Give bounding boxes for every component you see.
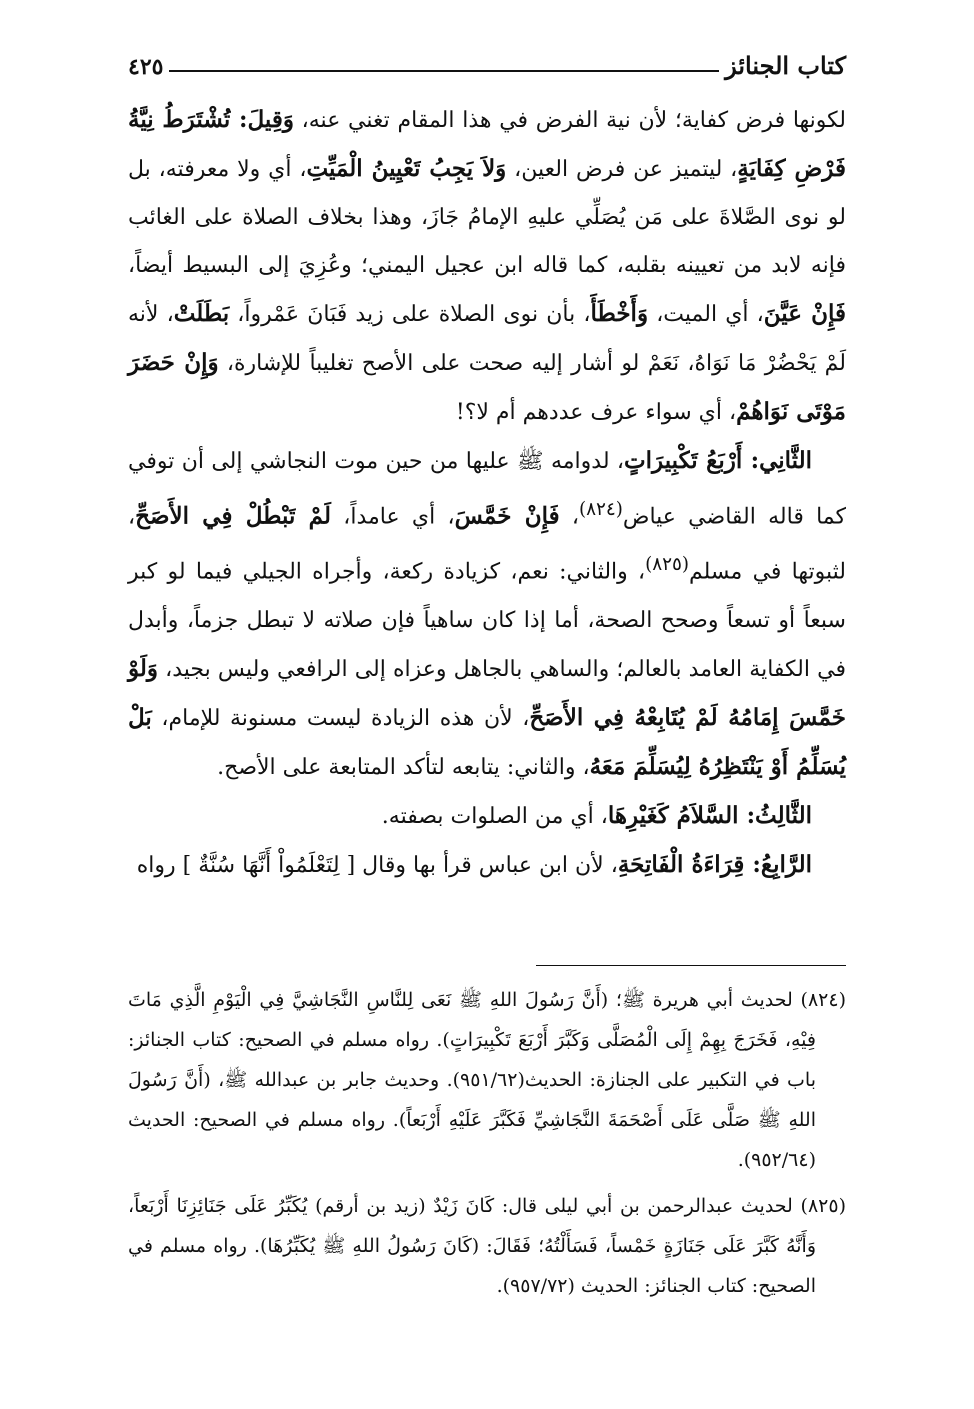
header-rule xyxy=(169,70,719,72)
footnote-number: (٨٢٥) xyxy=(800,1195,846,1217)
text-run: ، لأن ابن عباس قرأ بها وقال [ لِتَعْلَمُواْ أَنَّهَا سُنَّةٌ ] رواه xyxy=(136,852,618,878)
text-run: ، أي عامداً، xyxy=(330,504,455,530)
footnote-number: (٨٢٤) xyxy=(800,989,846,1011)
footnote xyxy=(128,980,846,1180)
text-run: ، بأن نوى الصلاة على زيد فَبَانَ عَمْرواً، xyxy=(229,302,591,327)
text-run: ، أي سواء عرف عددهم أم لا؟! xyxy=(455,400,737,425)
page-number: ٤٢٥ xyxy=(128,54,164,80)
bold-text-run: بَطَلَتْ xyxy=(173,300,230,327)
bold-text-run: وَلاَ يَجِبُ تَعْيِينُ الْمَيِّتِ xyxy=(306,155,507,182)
bold-text-run: لَمْ تَبْطُلْ فِي الأَصَحِّ xyxy=(135,502,331,530)
paragraph xyxy=(128,437,846,792)
text-run: ، أي من الصلوات بصفته. xyxy=(381,803,608,829)
text-run: ، أي ولا معرفته، بل لو نوى الصَّلاةَ على مَن يُصَلِّي عليهِ الإمامُ جَازَ، وهذا بخلاف الصلاة على الغائب فإنه لابد من تعيينه بقلبه، كما قاله ابن عجيل اليمني؛ وعُزِيَ إلى البسيط أيضاً، xyxy=(128,157,846,278)
footnote-text: لحديث أبي هريرة ﷺ؛ (أَنَّ رَسُولَ اللهِ ﷺ نَعَى لِلنَّاسِ النَّجَاشِيَّ فِي الْيَوْمِ الَّذِي مَاتَ فِيْهِ، فَخَرَجَ بِهِمْ إِلَى الْمُصَلَّى وَكَبَّرَ أَرْبَعَ تَكْبِيرَاتٍ). رواه مسلم في الصحيح: كتاب الجنائز: باب في التكبير على الجنازة: الحديث(٩٥١/٦٢). وحديث جابر بن عبدالله ﷺ، (أَنَّ رَسُولَ اللهِ ﷺ صَلَّى عَلَى أَصْحَمَةَ النَّجَاشِيِّ فَكَبَّرَ عَلَيْهِ أَرْبَعاً). رواه مسلم في الصحيح: الحديث (٩٥٢/٦٤). xyxy=(128,989,816,1171)
bold-text-run: الثَّانِي: أَرْبَعُ تَكْبِيرَاتٍ xyxy=(623,447,812,474)
footnote-divider xyxy=(536,965,846,966)
bold-text-run: وَقِيلَ: تُشْتَرَطُ نِيَّةُ فَرْضِ كِفَايَةٍ xyxy=(128,106,846,182)
bold-text-run: بَلْ يُسَلِّمُ أَوْ يَنْتَظِرُهُ لِيُسَلِّمَ مَعَهُ xyxy=(128,703,846,780)
footnotes xyxy=(128,980,846,1312)
text-run: ، لدوامه ﷺ عليها من حين موت النجاشي إلى أن توفي كما قاله القاضي عياض xyxy=(128,449,846,530)
footnote xyxy=(128,1186,846,1306)
bold-text-run: وَإِنْ حَضَرَ مَوْتَى نَوَاهُمْ xyxy=(128,349,846,425)
text-run: ، ليتميز عن فرض العين، xyxy=(506,157,738,182)
footnote-ref: (٨٢٤) xyxy=(578,499,623,520)
text-run: ، والثاني: نعم، كزيادة ركعة، وأجراه الجيلي فيما لو كبر سبعاً أو تسعاً وصحح الصحة، أما إذا كان ساهياً فإن صلاته لا تبطل جزماً، وأبدل في الكفاية العامد بالعالم؛ والساهي بالجاهل وعزاه إلى الرافعي وليس بجيد، xyxy=(128,559,846,682)
text-run: ، لثبوتها في مسلم xyxy=(128,504,846,585)
paragraph xyxy=(128,96,846,437)
footnote-ref: (٨٢٥) xyxy=(645,554,689,576)
text-run: ، لأن هذه الزيادة ليست مسنونة للإمام، xyxy=(151,705,530,731)
bold-text-run: وَأَخْطَأَ xyxy=(590,300,649,327)
bold-text-run: وَلَوْ خَمَّسَ إِمَامُهُ لَمْ يُتَابِعْهُ فِي الأَصَحِّ xyxy=(128,654,846,731)
text-run: ، والثاني: يتابعه لتأكد المتابعة على الأصح. xyxy=(217,754,590,780)
text-run: ، لأنه لَمْ يَحْضُرْ مَا نَوَاهُ، نَعَمْ لو أشار إليه صحت على الأصح تغليباً للإشارة، xyxy=(128,302,847,376)
text-run: ، xyxy=(559,504,579,530)
bold-text-run: الثَّالِثُ: السَّلاَمُ كَغَيْرِهَا xyxy=(607,801,812,829)
bold-text-run: فَإِنْ عَيَّنَ xyxy=(763,300,846,327)
main-text xyxy=(128,96,846,890)
chapter-title: كتاب الجنائز xyxy=(725,51,846,80)
footnote-text: لحديث عبدالرحمن بن أبي ليلى قال: كَانَ زَيْدٌ (زيد بن أرقم) يُكَبِّرُ عَلَى جَنَائِزِنَا أَرْبَعاً، وَأَنَّهُ كَبَّرَ عَلَى جَنَازَةٍ خَمْساً، فَسَأَلْتُهُ؛ فَقَالَ: (كَانَ رَسُولُ اللهِ ﷺ يُكَبِّرُهَا). رواه مسلم في الصحيح: كتاب الجنائز: الحديث (٩٥٧/٧٢). xyxy=(128,1195,816,1297)
running-header xyxy=(128,40,846,80)
paragraph xyxy=(128,792,846,841)
paragraph xyxy=(128,841,846,890)
bold-text-run: الرَّابِعُ: قِرَاءَةُ الْفَاتِحَةِ xyxy=(617,850,812,878)
bold-text-run: فَإِنْ خَمَّسَ xyxy=(454,502,560,530)
text-run: ، أي الميت، xyxy=(648,302,764,327)
text-run: لكونها فرض كفاية؛ لأن نية الفرض في هذا المقام تغني عنه، xyxy=(293,108,846,133)
